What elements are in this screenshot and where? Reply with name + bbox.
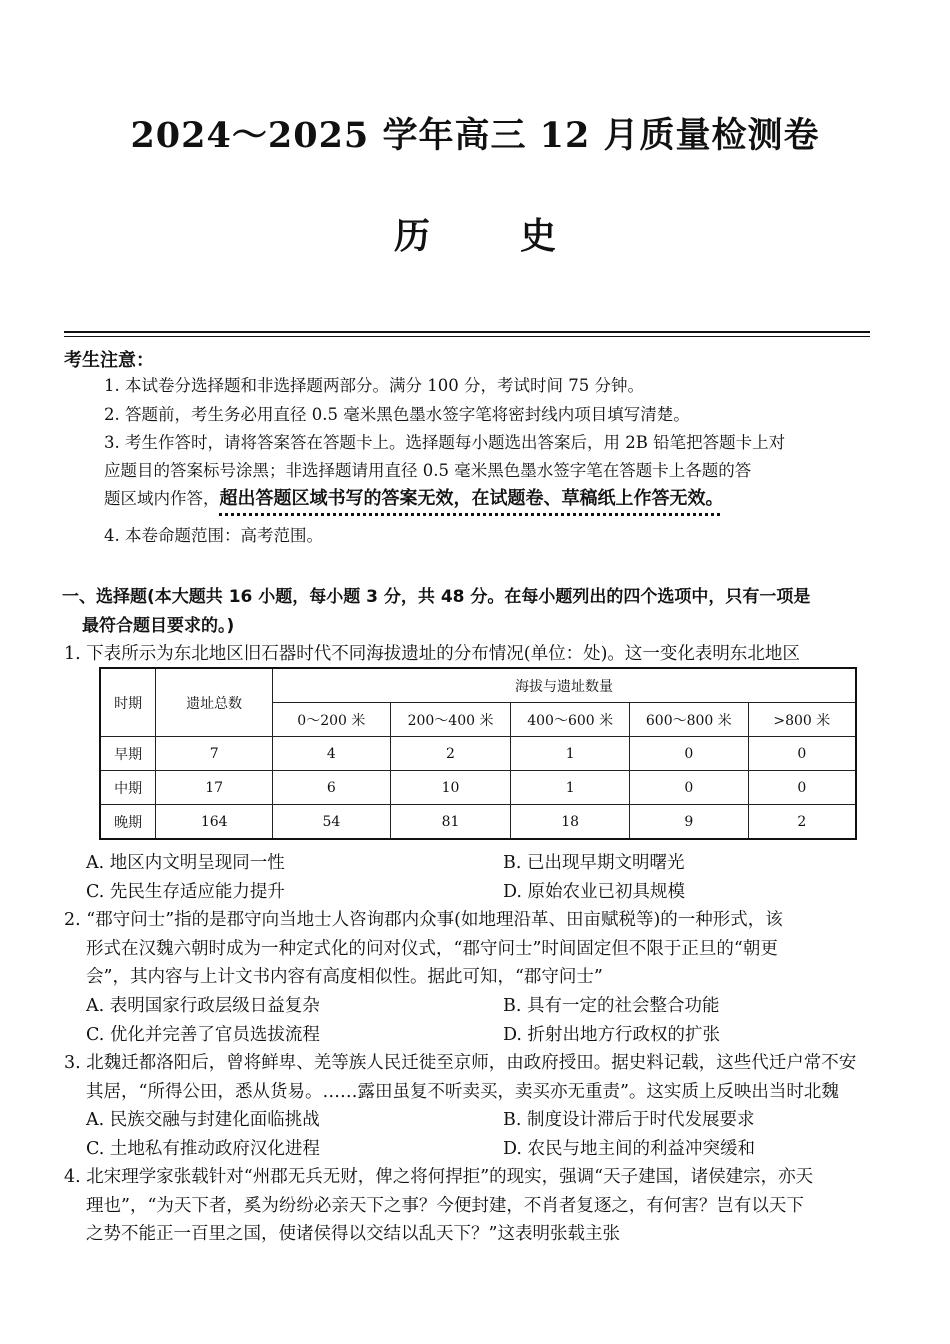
notice-item-3: 3. 考生作答时，请将答案答在答题卡上。选择题每小题选出答案后，用 2B 铅笔把答题卡上对 [104,433,786,452]
notice-item-3-prefix: 题区域内作答， [104,489,220,508]
q3-option-d: D. 农民与地主间的利益冲突缓和 [503,1139,756,1159]
table-cell: 164 [156,805,273,840]
header-divider [64,331,870,333]
section-heading-cont: 最符合题目要求的。) [82,616,235,636]
question-4-stem-cont: 理也”，“为天下者，奚为纷纷必亲天下之事？今便封建，不肖者复逐之，有何害？岂有以天下 [86,1196,804,1216]
table-header-period: 时期 [100,668,156,737]
table-cell: 81 [390,805,511,840]
table-cell: 10 [390,771,511,805]
q2-option-d: D. 折射出地方行政权的扩张 [503,1025,721,1045]
question-3-stem: 3. 北魏迁都洛阳后，曾将鲜卑、羌等族人民迁徙至京师，由政府授田。据史料记载，这些代迁户常不安 [64,1053,857,1073]
table-cell: 2 [748,805,856,840]
table-header-total: 遗址总数 [156,668,273,737]
notice-item-1: 1. 本试卷分选择题和非选择题两部分。满分 100 分，考试时间 75 分钟。 [104,376,644,395]
question-3-stem-cont: 其居，“所得公田，悉从货易。……露田虽复不听卖买，卖买亦无重责”。这实质上反映出当时北魏 [86,1082,839,1102]
question-2-stem: 2. “郡守问士”指的是郡守向当地士人咨询郡内众事(如地理沿革、田亩赋税等)的一种形式，该 [64,910,783,930]
header-divider-thin [64,336,870,337]
q2-option-b: B. 具有一定的社会整合功能 [503,996,720,1016]
table-cell: 1 [511,737,630,771]
notice-emphasis: 超出答题区域书写的答案无效，在试题卷、草稿纸上作答无效。 [219,488,724,509]
q1-option-c: C. 先民生存适应能力提升 [86,882,285,902]
table-cell: 1 [511,771,630,805]
section-heading: 一、选择题(本大题共 16 小题，每小题 3 分，共 48 分。在每小题列出的四个选项中，只有一项是 [62,587,811,607]
table-header-altitude: 海拔与遗址数量 [273,668,856,703]
table-header-band: 400～600 米 [511,703,630,737]
q1-option-a: A. 地区内文明呈现同一性 [86,853,285,873]
table-cell-period: 早期 [100,737,156,771]
notice-item-4: 4. 本卷命题范围：高考范围。 [104,526,323,545]
table-cell: 4 [273,737,391,771]
table-cell: 0 [748,737,856,771]
table-cell: 0 [630,737,749,771]
question-2-stem-cont: 形式在汉魏六朝时成为一种定式化的问对仪式，“郡守问士”时间固定但不限于正旦的“朝更 [86,939,778,959]
table-cell: 54 [273,805,391,840]
question-4-stem-end: 之势不能正一百里之国，使诸侯得以交结以乱天下？”这表明张载主张 [86,1224,620,1244]
question-2-stem-end: 会”，其内容与上计文书内容有高度相似性。据此可知，“郡守问士” [86,967,603,987]
q2-option-c: C. 优化并完善了官员选拔流程 [86,1025,320,1045]
table-row [100,805,856,840]
table-cell-period: 中期 [100,771,156,805]
q1-option-d: D. 原始农业已初具规模 [503,882,686,902]
table-cell: 7 [156,737,273,771]
table-cell: 0 [748,771,856,805]
table-row [100,737,856,771]
q3-option-b: B. 制度设计滞后于时代发展要求 [503,1110,755,1130]
table-cell: 0 [630,771,749,805]
table-cell: 18 [511,805,630,840]
notice-title: 考生注意： [64,350,154,371]
question-1-stem: 1. 下表所示为东北地区旧石器时代不同海拔遗址的分布情况(单位：处)。这一变化表明东北地区 [64,644,800,664]
q2-option-a: A. 表明国家行政层级日益复杂 [86,996,320,1016]
table-cell: 9 [630,805,749,840]
site-distribution-table [99,667,857,840]
notice-item-3-end [104,487,724,511]
notice-item-3-cont: 应题目的答案标号涂黑；非选择题请用直径 0.5 毫米黑色墨水签字笔在答题卡上各题的答 [104,461,752,480]
question-4-stem: 4. 北宋理学家张载针对“州郡无兵无财，俾之将何捍拒”的现实，强调“天子建国，诸侯建宗，亦天 [64,1167,814,1187]
q3-option-c: C. 土地私有推动政府汉化进程 [86,1139,320,1159]
table-row [100,771,856,805]
subject-title: 历史 [393,215,646,257]
exam-title: 2024～2025 学年高三 12 月质量检测卷 [130,115,820,156]
q1-option-b: B. 已出现早期文明曙光 [503,853,685,873]
table-header-band: 600～800 米 [630,703,749,737]
q3-option-a: A. 民族交融与封建化面临挑战 [86,1110,320,1130]
table-cell: 2 [390,737,511,771]
notice-item-2: 2. 答题前，考生务必用直径 0.5 毫米黑色墨水签字笔将密封线内项目填写清楚。 [104,405,690,424]
table-cell: 17 [156,771,273,805]
table-header-band: 200～400 米 [390,703,511,737]
table-cell-period: 晚期 [100,805,156,840]
table-header-band: 0～200 米 [273,703,391,737]
table-cell: 6 [273,771,391,805]
table-header-band: >800 米 [748,703,856,737]
